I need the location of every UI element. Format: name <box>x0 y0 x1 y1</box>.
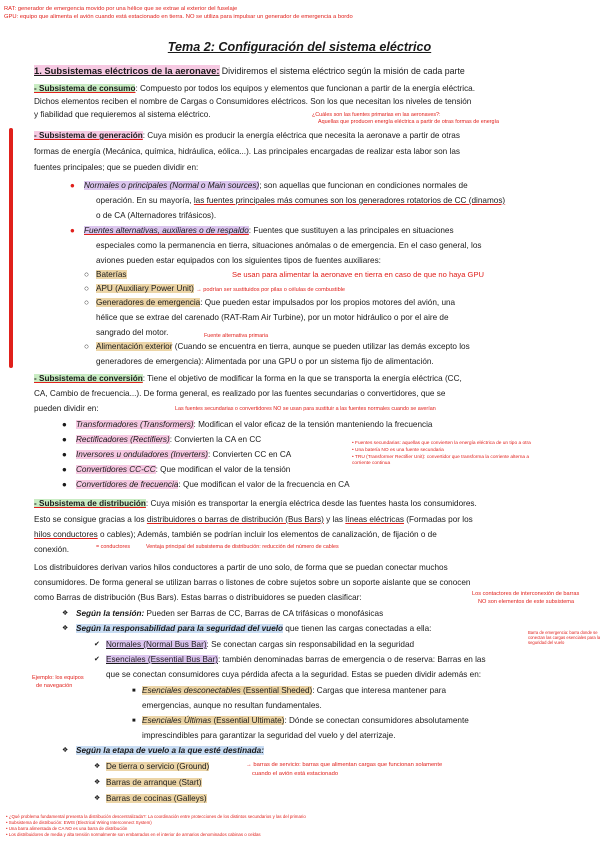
ground-anno1: → barras de servicio: barras que alimentan cargas que funcionan solamente <box>246 762 443 768</box>
generacion-line3: fuentes principales; que se pueden dividir en: <box>34 163 199 172</box>
gen-emerg-text: : Que pueden estar impulsados por los propios motores del avión, una <box>200 298 456 307</box>
ejemplo-anno1: Ejemplo: los equipos <box>32 675 84 681</box>
generacion-label: - Subsistema de generación <box>34 131 143 140</box>
resp-anno2: conectan las cargas esenciales para la <box>528 635 600 640</box>
conversion-line2: CA, Cambio de frecuencia...). De forma general, es realizado por las fuentes secundarias o convertidores, que se <box>34 389 446 398</box>
section1-line <box>34 66 579 77</box>
start-line <box>94 778 202 788</box>
resp-text: que tienen las cargas conectadas a ella: <box>283 624 432 633</box>
distribucion-line2c: y las <box>323 515 346 524</box>
consumo-line2: Dichos elementos reciben el nombre de Cargas o Consumidores eléctricos. Son los que necesitan los niveles de tensión <box>34 97 472 106</box>
distribucion-p2-line2: consumidores. De forma general se utilizan barras o listones de cobre sujetos sobre un soporte aislante que se conocen <box>34 578 471 587</box>
ground-anno2: cuando el avión está estacionado <box>252 771 339 777</box>
distribucion-p2-line3: como Barras de distribución (Bus Bars). Estas barras o distribuidores se pueden clasificar: <box>34 593 362 602</box>
essential-bus-line2: que se conectan consumidores cuya pérdida afecta a la seguridad. Estas se pueden dividir además en: <box>106 670 482 679</box>
conversion-text1: : Tiene el objetivo de modificar la forma en la que se transporta la energía eléctrica (CC, <box>142 374 462 383</box>
note-rat: RAT: generador de emergencia movido por una hélice que se extrae al exterior del fuselaje <box>4 6 238 12</box>
distribucion-text1: : Cuya misión es transportar la energía eléctrica desde las fuentes hasta los consumidores. <box>145 499 477 508</box>
gen-emerg-line3: sangrado del motor. <box>96 328 169 337</box>
conv-item-text: : Convierten CC en CA <box>207 450 292 459</box>
bullet-dot-icon: ● <box>62 435 67 444</box>
apu-line <box>84 284 579 294</box>
alim-text: (Cuando se encuentra en tierra, aunque se pueden utilizar las demás excepto los <box>172 342 470 351</box>
conversion-anno: Las fuentes secundarias o convertidores NO se usan para sustituir a las fuentes normales cuando se averían <box>175 406 436 412</box>
conversion-side2: • Una batería NO es una fuente secundaria <box>352 448 444 453</box>
ult-text: : Dónde se conectan consumidores absolutamente <box>284 716 469 725</box>
baterias-label: Baterías <box>96 270 127 279</box>
baterias-anno: Se usan para alimentar la aeronave en tierra en caso de que no haya GPU <box>232 270 485 279</box>
consumo-line3: y fiabilidad que requieremos al sistema eléctrico. <box>34 110 211 119</box>
normales-line2b: las fuentes principales más comunes son los generadores rotatorios de CC (dinamos) <box>193 196 506 205</box>
conv-item-0 <box>62 420 433 430</box>
bullet-circle-icon: ○ <box>84 284 89 293</box>
conversion-side1: • Fuentes secundarias: aquellas que convierten la energía eléctrica de un tipo a otra <box>352 441 531 446</box>
conversion-side4: corriente continua <box>352 461 391 466</box>
section1-heading: 1. Subsistemas eléctricos de la aeronave: <box>34 65 220 76</box>
check-bullet-icon: ✔ <box>94 656 100 663</box>
footnote: • ¿Qué problema fundamental presenta la distribución descentralizada?: La coordinación entre protecciones de los distintos secundarios y las del primario <box>6 814 306 819</box>
diamond-bullet-icon: ❖ <box>62 625 69 632</box>
start-label: Barras de arranque (Start) <box>106 778 202 787</box>
diamond-bullet-icon: ❖ <box>94 795 101 802</box>
conv-item-text: : Que modifican el valor de la frecuencia en CA <box>178 480 350 489</box>
essential-bus-text: : también denominadas barras de emergencia o de reserva: Barras en las <box>217 655 486 664</box>
check-bullet-icon: ✔ <box>94 641 100 648</box>
etapa-line <box>62 746 579 756</box>
normal-bus-line <box>94 640 579 650</box>
ground-label: De tierra o servicio (Ground) <box>106 762 210 771</box>
distribucion-label: - Subsistema de distribución <box>34 499 146 508</box>
bullet-dot-icon: ● <box>62 465 67 474</box>
galley-label: Barras de cocinas (Galleys) <box>106 794 207 803</box>
ult-line1 <box>132 716 579 726</box>
conv-item-text: : Convierten la CA en CC <box>169 435 262 444</box>
alt-text: : Fuentes que sustituyen a las principales en situaciones <box>248 226 454 235</box>
distribucion-line3 <box>34 530 579 540</box>
bullet-dot-icon: ● <box>70 181 75 190</box>
conversion-label: - Subsistema de conversión <box>34 374 143 383</box>
alim-label: Alimentación exterior <box>96 342 173 351</box>
apu-label: APU (Auxiliary Power Unit) <box>96 284 194 293</box>
diamond-bullet-icon: ❖ <box>62 747 69 754</box>
galley-line <box>94 794 207 804</box>
consumo-anno1: ¿Cuáles son las fuentes primarias en las aeronaves?: <box>312 112 441 118</box>
square-bullet-icon: ■ <box>132 688 136 694</box>
alt-label: Fuentes alternativas, auxiliares o de respaldo <box>84 226 249 235</box>
normal-bus-label: Normales (Normal Bus Bar) <box>106 640 207 649</box>
gen-emerg-label: Generadores de emergencia <box>96 298 201 307</box>
conversion-side3: • TRU (Transformer Rectifier Unit): convertidor que transforma la corriente alterna a <box>352 455 530 460</box>
anno-ventaja: Ventaja principal del subsistema de distribución: reducción del número de cables <box>146 544 339 550</box>
apu-anno: → podrían ser sustituidos por pilas o células de combustible <box>196 287 346 293</box>
distribucion-line1 <box>34 499 579 509</box>
normales-line1 <box>70 181 579 191</box>
conv-item-label: Transformadores (Transformers) <box>76 420 194 429</box>
shed-line1 <box>132 686 579 696</box>
conv-item-1 <box>62 435 262 445</box>
page-title: Tema 2: Configuración del sistema eléctrico <box>167 40 432 54</box>
essential-bus-label: Esenciales (Essential Bus Bar) <box>106 655 218 664</box>
distribucion-line2d: líneas eléctricas <box>345 515 405 524</box>
distribucion-line2a: Esto se consigue gracias a los <box>34 515 147 524</box>
distribucion-line2 <box>34 515 579 525</box>
alt-line2: especiales como la permanencia en tierra, situaciones anómalas o de emergencia. En el caso general, los <box>96 241 482 250</box>
consumo-anno2: Aquellas que producen energía eléctrica a partir de otras formas de energía <box>318 119 499 125</box>
shed-label: Esenciales desconectables <box>142 686 241 695</box>
diamond-bullet-icon: ❖ <box>94 779 101 786</box>
normal-bus-text: : Se conectan cargas sin responsabilidad en la seguridad <box>206 640 415 649</box>
resp-anno3: seguridad del vuelo <box>528 640 565 645</box>
conv-item-label: Rectificadores (Rectifiers) <box>76 435 170 444</box>
bullet-circle-icon: ○ <box>84 342 89 351</box>
etapa-label: Según la etapa de vuelo a la que esté destinada: <box>76 746 264 755</box>
section1-text: Dividiremos el sistema eléctrico según la misión de cada parte <box>221 66 465 76</box>
tension-label: Según la tensión: <box>76 609 145 618</box>
conv-item-2 <box>62 450 292 460</box>
alim-anno: Fuente alternativa primaria <box>204 333 269 339</box>
consumo-label: - Subsistema de consumo <box>34 84 136 93</box>
footnote: • Una barra alimentada de CA NO es una barra de distribución <box>6 826 128 831</box>
resp-label: Según la responsabilidad para la seguridad del vuelo <box>76 624 284 633</box>
distribucion-line3b: o cables); Además, también se podrían incluir los elementos de canalización, de fijación o de <box>97 530 437 539</box>
essential-bus-line1 <box>94 655 579 665</box>
alt-line1 <box>70 226 579 236</box>
normales-line2 <box>96 196 579 206</box>
note-gpu: GPU: equipo que alimenta el avión cuando está estacionado en tierra. NO se utiliza para impulsar un generador de emergencia a bordo <box>4 14 353 20</box>
generacion-line1 <box>34 131 579 141</box>
ground-line <box>94 762 210 772</box>
resp-line <box>62 624 579 634</box>
bullet-circle-icon: ○ <box>84 298 89 307</box>
bullet-dot-icon: ● <box>62 450 67 459</box>
diamond-bullet-icon: ❖ <box>94 763 101 770</box>
normales-line3: o de CA (Alternadores trifásicos). <box>96 211 217 220</box>
conv-item-text: : Modifican el valor eficaz de la tensión manteniendo la frecuencia <box>193 420 433 429</box>
shed-paren: (Essential Sheded) <box>240 686 313 695</box>
anno-conductores: = conductores <box>96 544 131 550</box>
footnote: • Los distribuidores de media y alta tensión normalmente son embarrados en el interior de armarios denominados cabinas o celdas <box>6 832 261 837</box>
conv-item-4 <box>62 480 350 490</box>
consumo-text1: : Compuesto por todos los equipos y elementos que funcionan a partir de la energía eléctrica. <box>135 84 475 93</box>
alim-line2: generadores de emergencia): Alimentada por una GPU o por un sistema fijo de alimentación. <box>96 357 434 366</box>
alt-line3: aviones pueden estar equipados con los siguientes tipos de fuentes auxiliares: <box>96 256 381 265</box>
anno-contactores2: NO son elementos de este subsistema <box>478 599 575 605</box>
ult-label: Esenciales Últimas <box>142 716 212 725</box>
gen-emerg-line1 <box>84 298 579 308</box>
consumo-line1 <box>34 84 579 94</box>
bullet-dot-icon: ● <box>62 480 67 489</box>
distribucion-line3a: hilos conductores <box>34 530 98 539</box>
generacion-line2: formas de energía (Mecánica, química, hidráulica, eólica...). Las principales encargadas de realizar esta labor son las <box>34 147 460 156</box>
square-bullet-icon: ■ <box>132 718 136 724</box>
bullet-dot-icon: ● <box>62 420 67 429</box>
distribucion-line2e: (Formadas por los <box>404 515 473 524</box>
ult-paren: (Essential Ultimate) <box>211 716 285 725</box>
distribucion-p2-line1: Los distribuidores derivan varios hilos conductores a partir de uno solo, de forma que se puedan conectar muchos <box>34 563 448 572</box>
generacion-text1: : Cuya misión es producir la energía eléctrica que necesita la aeronave a partir de otras <box>142 131 460 140</box>
shed-line2: emergencias, aunque no resultan fundamentales. <box>142 701 322 710</box>
shed-text: : Cargas que interesa mantener para <box>312 686 447 695</box>
diamond-bullet-icon: ❖ <box>62 610 69 617</box>
conv-item-label: Inversores u onduladores (Inverters) <box>76 450 208 459</box>
conversion-line1 <box>34 374 579 384</box>
anno-contactores1: Los contactores de interconexión de barras <box>472 591 580 597</box>
resp-anno1: Barra de emergencia: barra donde se <box>528 630 598 635</box>
ejemplo-anno2: de navegación <box>36 683 73 689</box>
distribucion-line2b: distribuidores o barras de distribución (Bus Bars) <box>146 515 324 524</box>
alim-line1 <box>84 342 579 352</box>
footnote: • Subsistema de distribución: EWIS (Electrical Wiring Interconnect System) <box>6 820 152 825</box>
distribucion-line4: conexión. <box>34 545 70 554</box>
tension-text: Pueden ser Barras de CC, Barras de CA trifásicas o monofásicas <box>144 609 384 618</box>
bullet-dot-icon: ● <box>70 226 75 235</box>
conv-item-text: : Que modifican el valor de la tensión <box>155 465 291 474</box>
ult-line2: imprescindibles para garantizar la seguridad del vuelo y del aterrizaje. <box>142 731 396 740</box>
conv-item-3 <box>62 465 291 475</box>
bullet-circle-icon: ○ <box>84 270 89 279</box>
normales-text: ; son aquellas que funcionan en condiciones normales de <box>259 181 468 190</box>
generacion-margin-bar <box>9 128 13 368</box>
gen-emerg-line2: hélice que se extrae del carenado (RAT-Ram Air Turbine), por un motor hidráulico o por el aire de <box>96 313 449 322</box>
normales-line2a: operación. En su mayoría, <box>96 196 194 205</box>
conv-item-label: Convertidores de frecuencia <box>76 480 179 489</box>
tension-line <box>62 609 579 619</box>
normales-label: Normales o principales (Normal o Main sources) <box>84 181 260 190</box>
conversion-line3: pueden dividir en: <box>34 404 99 413</box>
conv-item-label: Convertidores CC-CC <box>76 465 156 474</box>
